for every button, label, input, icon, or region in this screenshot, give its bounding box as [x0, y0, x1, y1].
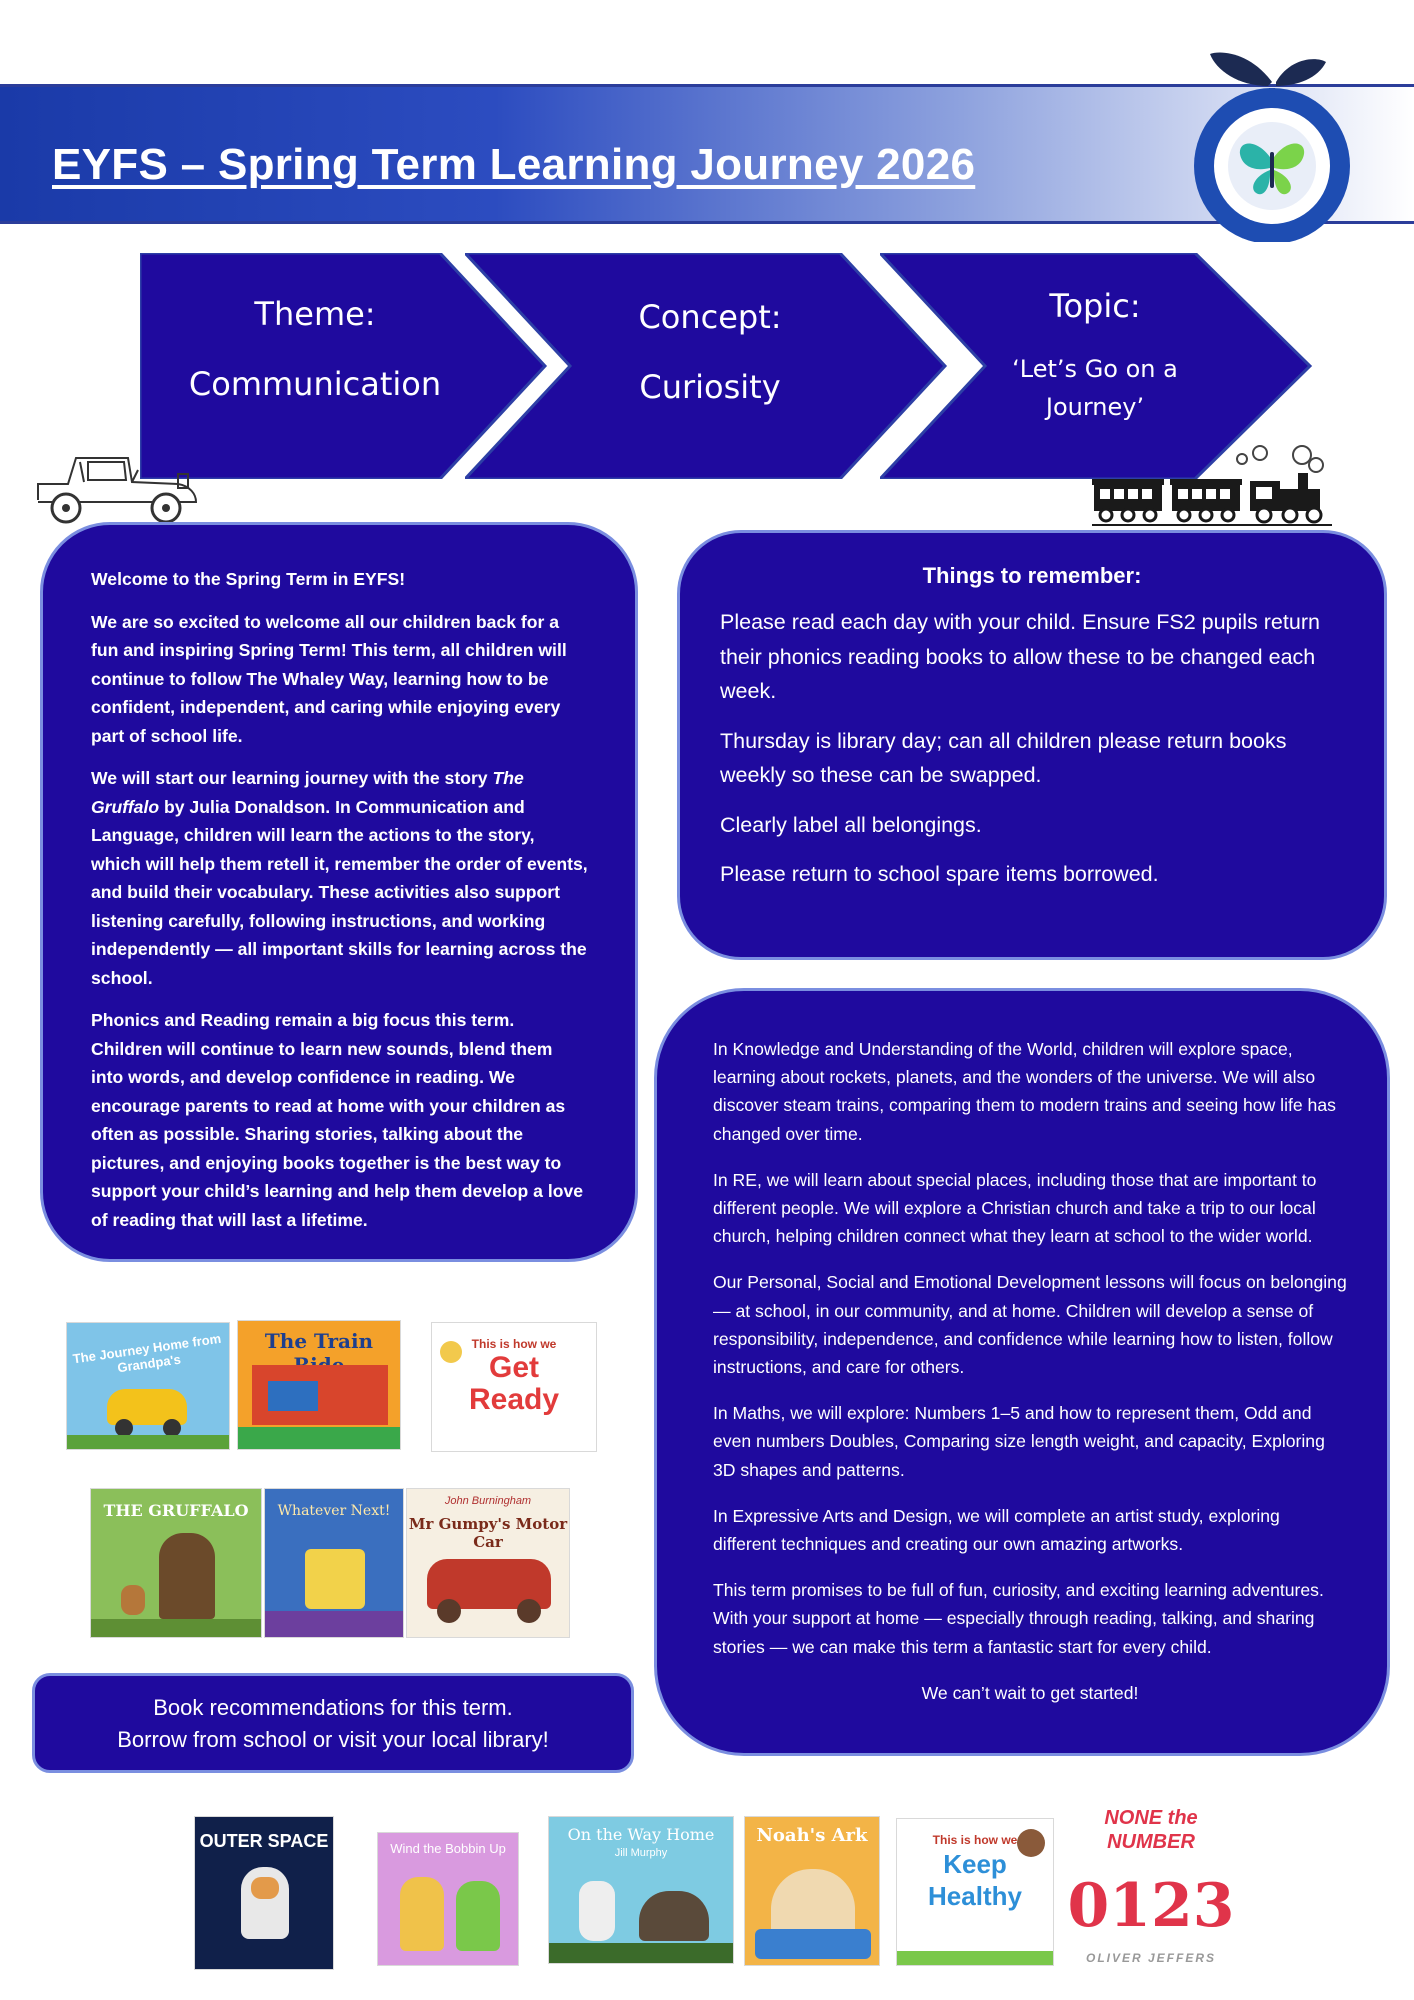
book-cover: [896, 1818, 1054, 1966]
curriculum-paragraph: In Maths, we will explore: Numbers 1–5 and how to represent them, Odd and even numbers Doubles, Comparing size length weight, and capacity, Exploring 3D shapes and patterns.: [713, 1403, 1325, 1480]
topic-label: Topic:: [1049, 287, 1141, 325]
recommend-line-1: Book recommendations for this term.: [153, 1695, 513, 1720]
book-cover: [1064, 1805, 1238, 1971]
reminders-heading: Things to remember:: [922, 563, 1142, 588]
curriculum-paragraph: Our Personal, Social and Emotional Development lessons will focus on belonging — at school, in our community, and at home. Children will develop a sense of responsibility, independence, and confidence while learning how to listen, follow instructions, and care for others.: [713, 1272, 1347, 1378]
ark-illustration: [755, 1929, 871, 1959]
book-author: John Burningham: [444, 1495, 532, 1507]
book-cover: [548, 1816, 734, 1964]
astronaut-face: [251, 1877, 279, 1899]
book-author: OLIVER JEFFERS: [1085, 1951, 1217, 1965]
gruffalo-figure: [159, 1533, 215, 1619]
reminder-item: Please read each day with your child. Ensure FS2 pupils return their phonics reading books to allow these to be changed each week.: [720, 610, 1320, 703]
box-illustration: [305, 1549, 365, 1609]
welcome-heading: Welcome to the Spring Term in EYFS!: [91, 569, 406, 589]
ground: [265, 1611, 403, 1637]
topic-value-line2: Journey’: [1045, 393, 1145, 421]
wheel: [517, 1599, 541, 1623]
bear-figure: [639, 1891, 709, 1941]
concept-value: Curiosity: [639, 368, 781, 406]
book-cover: [237, 1320, 401, 1450]
curriculum-paragraph: This term promises to be full of fun, curiosity, and exciting learning adventures. With your support at home — especially through reading, talking, and sharing stories — we can make this term a fantastic start for every child.: [713, 1580, 1324, 1657]
book-title-line: Healthy: [928, 1881, 1022, 1911]
curriculum-paragraph: In Expressive Arts and Design, we will complete an artist study, exploring different techniques and creating our own amazing artworks.: [713, 1505, 1280, 1555]
book-title-line: 0123: [1067, 1871, 1235, 1941]
book-cover: [194, 1816, 334, 1970]
book-author: Jill Murphy: [614, 1847, 668, 1859]
book-cover: [90, 1488, 262, 1638]
book-cover: [406, 1488, 570, 1638]
curriculum-paragraph: In Knowledge and Understanding of the World, children will explore space, learning about rockets, planets, and the wonders of the universe. We will also discover steam trains, comparing them to modern trains and seeing how life has changed over time.: [713, 1039, 1336, 1144]
book-title-line: This is how we: [932, 1833, 1018, 1847]
book-title: The Journey Home from Grandpa's: [71, 1330, 223, 1376]
book-title: On the Way Home: [567, 1825, 715, 1844]
grass: [238, 1427, 400, 1449]
book-title-line: Keep: [943, 1849, 1007, 1879]
illustration-block: [268, 1381, 318, 1411]
welcome-paragraph-1: We are so excited to welcome all our children back for a fun and inspiring Spring Term! This term, all children will continue to follow The Whaley Way, learning how to be confident, independent, and caring while enjoying every part of school life.: [91, 611, 567, 746]
book-title: Whatever Next!: [277, 1503, 391, 1519]
curriculum-paragraph: In RE, we will learn about special places, including those that are important to different people. We will explore a Christian church and take a trip to our local church, helping children connect what they learn at school to the wider world.: [713, 1169, 1317, 1247]
child-figure: [456, 1881, 500, 1951]
book-title: OUTER SPACE: [199, 1831, 329, 1851]
character-figure: [579, 1881, 615, 1941]
book-cover: [744, 1816, 880, 1966]
book-cover: [264, 1488, 404, 1638]
welcome-paragraph-2: [91, 764, 589, 992]
curriculum-panel: [654, 988, 1390, 1756]
mouse-figure: [121, 1585, 145, 1615]
book-title: Noah's Ark: [756, 1825, 868, 1846]
book-title: Wind the Bobbin Up: [390, 1841, 506, 1856]
gruffalo-title: The Gruffalo: [91, 768, 524, 817]
welcome-paragraph-2-end: by Julia Donaldson. In Communication and Language, children will learn the actions to the story, which will help them retell it, remember the order of events, and build their vocabulary. These activities also support listening carefully, following instructions, and working independently — all important skills for learning across the school.: [91, 796, 588, 988]
vintage-car-icon: [28, 450, 203, 530]
topic-value-line1: ‘Let’s Go on a: [1012, 355, 1178, 383]
school-logo-icon: [1180, 42, 1360, 242]
ground: [549, 1943, 733, 1963]
book-title: The Train: [264, 1329, 374, 1353]
book-title-line: NONE the: [1104, 1807, 1198, 1829]
theme-label: Theme:: [254, 295, 376, 333]
reminder-item: Clearly label all belongings.: [720, 812, 982, 837]
page-title: EYFS – Spring Term Learning Journey 2026: [52, 140, 976, 189]
welcome-panel: [40, 522, 638, 1262]
reminder-item: Please return to school spare items borrowed.: [720, 862, 1159, 886]
sun-decoration: [440, 1341, 462, 1363]
steam-train-icon: [1092, 445, 1337, 530]
book-title-line: Ready: [468, 1383, 560, 1416]
book-title: THE GRUFFALO: [103, 1501, 249, 1520]
book-cover: [66, 1322, 230, 1450]
child-figure: [400, 1877, 444, 1951]
book-cover: [377, 1832, 519, 1966]
welcome-paragraph-2-start: We will start our learning journey with the story: [91, 768, 493, 788]
reminder-item: Thursday is library day; can all children please return books weekly so these can be swapped.: [720, 728, 1287, 787]
book-cover: [431, 1322, 597, 1452]
wheel: [437, 1599, 461, 1623]
book-recommendation-box: [32, 1673, 634, 1773]
grass: [91, 1619, 261, 1637]
book-title-line: NUMBER: [1107, 1831, 1195, 1853]
book-title-line: Get: [488, 1351, 539, 1384]
recommend-line-2: Borrow from school or visit your local library!: [117, 1727, 549, 1752]
book-title-line: This is how we: [471, 1337, 557, 1351]
reminders-panel: [677, 530, 1387, 960]
grass: [67, 1435, 229, 1449]
welcome-paragraph-3: Phonics and Reading remain a big focus this term. Children will continue to learn new sounds, blend them into words, and develop confidence in reading. We encourage parents to read at home with your children as often as possible. Sharing stories, talking about the pictures, and enjoying books together is the best way to support your child’s learning and help them develop a love of reading that will last a lifetime.: [91, 1010, 584, 1230]
concept-label: Concept:: [638, 298, 782, 336]
grass: [897, 1951, 1053, 1965]
curriculum-closing: We can’t wait to get started!: [921, 1682, 1139, 1703]
theme-value: Communication: [188, 365, 442, 403]
child-face: [1017, 1829, 1045, 1857]
book-title: Mr Gumpy's Motor Car: [408, 1515, 568, 1551]
